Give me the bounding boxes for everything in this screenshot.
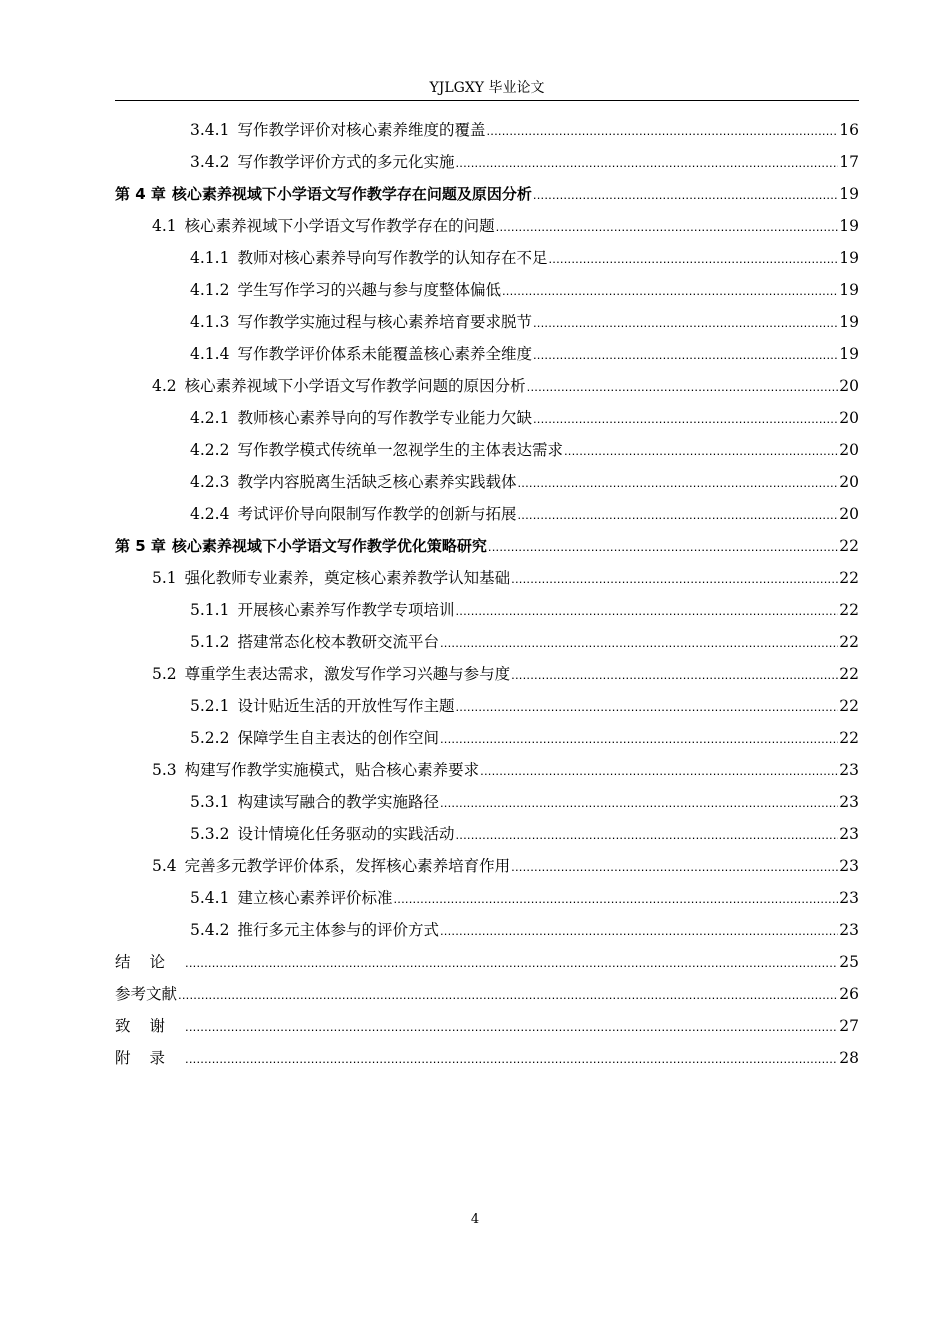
toc-entry[interactable]: [115, 978, 859, 1010]
toc-entry[interactable]: [190, 114, 859, 146]
toc-entry-title: 附录: [115, 1049, 185, 1067]
toc-entry-page: 23: [839, 793, 859, 811]
toc-entry-page: 23: [839, 857, 859, 875]
toc-entry-page: 20: [839, 409, 859, 427]
toc-entry[interactable]: [190, 338, 859, 370]
toc-entry[interactable]: [190, 242, 859, 274]
toc-entry[interactable]: [190, 786, 859, 818]
toc-entry-title: 完善多元教学评价体系，发挥核心素养培育作用: [184, 857, 511, 875]
toc-entry[interactable]: [152, 562, 859, 594]
toc-entry-title: 写作教学评价方式的多元化实施: [237, 153, 455, 171]
toc-dot-leader: [455, 819, 838, 851]
toc-entry-page: 20: [839, 505, 859, 523]
toc-dot-leader: [511, 563, 838, 595]
toc-entry[interactable]: [152, 850, 859, 882]
toc-dot-leader: [488, 531, 838, 563]
toc-entry-page: 20: [839, 377, 859, 395]
toc-entry-title: 推行多元主体参与的评价方式: [237, 921, 439, 939]
toc-entry-page: 19: [839, 313, 859, 331]
toc-entry-title: 构建写作教学实施模式，贴合核心素养要求: [184, 761, 480, 779]
toc-entry-page: 19: [839, 217, 859, 235]
toc-dot-leader: [185, 1043, 838, 1075]
toc-dot-leader: [178, 979, 838, 1011]
toc-entry-title: 写作教学模式传统单一忽视学生的主体表达需求: [237, 441, 563, 459]
toc-entry-page: 22: [839, 569, 859, 587]
toc-entry-page: 17: [839, 153, 859, 171]
toc-dot-leader: [527, 371, 839, 403]
toc-entry-number: 3.4.1: [190, 121, 230, 139]
toc-entry-number: 5.4: [152, 857, 177, 875]
toc-dot-leader: [185, 1011, 838, 1043]
toc-entry[interactable]: [152, 210, 859, 242]
toc-entry[interactable]: [115, 1042, 859, 1074]
toc-entry-page: 23: [839, 825, 859, 843]
toc-entry-number: 5.4.2: [190, 921, 230, 939]
toc-entry-number: 5.1.1: [190, 601, 230, 619]
toc-dot-leader: [511, 659, 838, 691]
toc-entry[interactable]: [190, 818, 859, 850]
toc-dot-leader: [533, 339, 838, 371]
toc-dot-leader: [533, 179, 838, 211]
toc-entry[interactable]: [190, 274, 859, 306]
toc-entry-page: 22: [839, 633, 859, 651]
toc-entry-page: 23: [839, 761, 859, 779]
toc-entry-page: 19: [839, 249, 859, 267]
toc-entry-page: 16: [839, 121, 859, 139]
toc-entry[interactable]: [190, 306, 859, 338]
toc-entry-number: 4.1.3: [190, 313, 230, 331]
toc-entry-number: 5.3: [152, 761, 177, 779]
toc-entry-number: 第 5 章: [115, 537, 166, 555]
toc-dot-leader: [440, 627, 838, 659]
toc-entry-page: 22: [839, 729, 859, 747]
toc-entry-title: 参考文献: [115, 985, 178, 1003]
toc-dot-leader: [455, 147, 838, 179]
toc-dot-leader: [440, 915, 838, 947]
toc-entry-page: 22: [839, 697, 859, 715]
toc-entry[interactable]: [152, 370, 859, 402]
toc-entry-title: 搭建常态化校本教研交流平台: [237, 633, 439, 651]
toc-entry-page: 22: [839, 537, 859, 555]
toc-entry[interactable]: [115, 1010, 859, 1042]
toc-entry-page: 20: [839, 441, 859, 459]
toc-entry-number: 5.3.1: [190, 793, 230, 811]
toc-entry-number: 4.2.4: [190, 505, 230, 523]
toc-entry-number: 5.2.1: [190, 697, 230, 715]
toc-dot-leader: [502, 275, 838, 307]
toc-entry-page: 26: [839, 985, 859, 1003]
toc-dot-leader: [548, 243, 838, 275]
toc-dot-leader: [185, 947, 838, 979]
toc-entry[interactable]: [190, 434, 859, 466]
toc-entry-number: 5.1.2: [190, 633, 230, 651]
toc-entry[interactable]: [190, 498, 859, 530]
toc-entry-title: 致谢: [115, 1017, 185, 1035]
toc-entry-title: 教师对核心素养导向写作教学的认知存在不足: [237, 249, 548, 267]
page-number: 4: [470, 1212, 480, 1227]
toc-entry-title: 核心素养视域下小学语文写作教学存在的问题: [184, 217, 495, 235]
toc-entry[interactable]: [152, 754, 859, 786]
toc-entry-title: 教师核心素养导向的写作教学专业能力欠缺: [237, 409, 532, 427]
toc-entry-number: 5.3.2: [190, 825, 230, 843]
toc-entry-page: 22: [839, 601, 859, 619]
toc-entry-page: 23: [839, 889, 859, 907]
toc-entry-number: 4.1.4: [190, 345, 230, 363]
toc-entry-title: 保障学生自主表达的创作空间: [237, 729, 439, 747]
toc-entry[interactable]: [115, 946, 859, 978]
toc-entry[interactable]: [115, 530, 859, 562]
toc-entry[interactable]: [115, 178, 859, 210]
toc-dot-leader: [440, 787, 838, 819]
toc-dot-leader: [393, 883, 838, 915]
toc-entry-number: 4.2.2: [190, 441, 230, 459]
toc-entry-title: 学生写作学习的兴趣与参与度整体偏低: [237, 281, 501, 299]
toc-entry-page: 19: [839, 345, 859, 363]
toc-entry[interactable]: [190, 690, 859, 722]
toc-entry-title: 设计情境化任务驱动的实践活动: [237, 825, 455, 843]
toc-entry-title: 写作教学评价体系未能覆盖核心素养全维度: [237, 345, 532, 363]
toc-entry-title: 结论: [115, 953, 185, 971]
toc-entry-page: 28: [839, 1049, 859, 1067]
toc-entry-title: 写作教学评价对核心素养维度的覆盖: [237, 121, 486, 139]
toc-entry[interactable]: [190, 722, 859, 754]
toc-dot-leader: [564, 435, 838, 467]
toc-entry-title: 开展核心素养写作教学专项培训: [237, 601, 455, 619]
toc-dot-leader: [533, 403, 838, 435]
toc-entry[interactable]: [190, 882, 859, 914]
toc-entry[interactable]: [190, 914, 859, 946]
toc-entry[interactable]: [190, 466, 859, 498]
toc-entry-number: 5.2: [152, 665, 177, 683]
toc-entry-title: 写作教学实施过程与核心素养培育要求脱节: [237, 313, 532, 331]
toc-entry-number: 3.4.2: [190, 153, 230, 171]
toc-dot-leader: [486, 115, 838, 147]
toc-dot-leader: [511, 851, 838, 883]
toc-entry-number: 4.1: [152, 217, 177, 235]
toc-entry-page: 25: [839, 953, 859, 971]
toc-entry-number: 5.2.2: [190, 729, 230, 747]
toc-entry-title: 考试评价导向限制写作教学的创新与拓展: [237, 505, 517, 523]
toc-entry-number: 4.2.3: [190, 473, 230, 491]
toc-entry[interactable]: [190, 626, 859, 658]
toc-entry-title: 核心素养视域下小学语文写作教学优化策略研究: [171, 537, 487, 555]
toc-entry-title: 设计贴近生活的开放性写作主题: [237, 697, 455, 715]
toc-dot-leader: [440, 723, 838, 755]
toc-entry-number: 4.1.2: [190, 281, 230, 299]
toc-entry-title: 构建读写融合的教学实施路径: [237, 793, 439, 811]
toc-dot-leader: [455, 691, 838, 723]
toc-entry[interactable]: [152, 658, 859, 690]
toc-dot-leader: [533, 307, 838, 339]
toc-entry-page: 23: [839, 921, 859, 939]
page-header: YJLGXY 毕业论文: [429, 80, 545, 96]
toc-entry-title: 教学内容脱离生活缺乏核心素养实践载体: [237, 473, 517, 491]
toc-entry[interactable]: [190, 594, 859, 626]
header-divider: [115, 100, 859, 101]
toc-entry-title: 建立核心素养评价标准: [237, 889, 393, 907]
toc-entry-page: 27: [839, 1017, 859, 1035]
toc-dot-leader: [496, 211, 839, 243]
toc-dot-leader: [517, 467, 838, 499]
toc-entry-title: 核心素养视域下小学语文写作教学存在问题及原因分析: [171, 185, 532, 203]
toc-entry-number: 4.1.1: [190, 249, 230, 267]
toc-dot-leader: [455, 595, 838, 627]
toc-entry[interactable]: [190, 146, 859, 178]
toc-entry-page: 19: [839, 281, 859, 299]
toc-entry-number: 4.2: [152, 377, 177, 395]
toc-entry-number: 4.2.1: [190, 409, 230, 427]
toc-entry-number: 第 4 章: [115, 185, 166, 203]
toc-entry-page: 19: [839, 185, 859, 203]
toc-entry[interactable]: [190, 402, 859, 434]
toc-entry-page: 20: [839, 473, 859, 491]
toc-entry-number: 5.4.1: [190, 889, 230, 907]
toc-entry-title: 强化教师专业素养，奠定核心素养教学认知基础: [184, 569, 511, 587]
toc-entry-page: 22: [839, 665, 859, 683]
toc-dot-leader: [480, 755, 838, 787]
toc-entry-title: 尊重学生表达需求，激发写作学习兴趣与参与度: [184, 665, 511, 683]
toc-dot-leader: [517, 499, 838, 531]
toc-entry-number: 5.1: [152, 569, 177, 587]
toc-entry-title: 核心素养视域下小学语文写作教学问题的原因分析: [184, 377, 526, 395]
